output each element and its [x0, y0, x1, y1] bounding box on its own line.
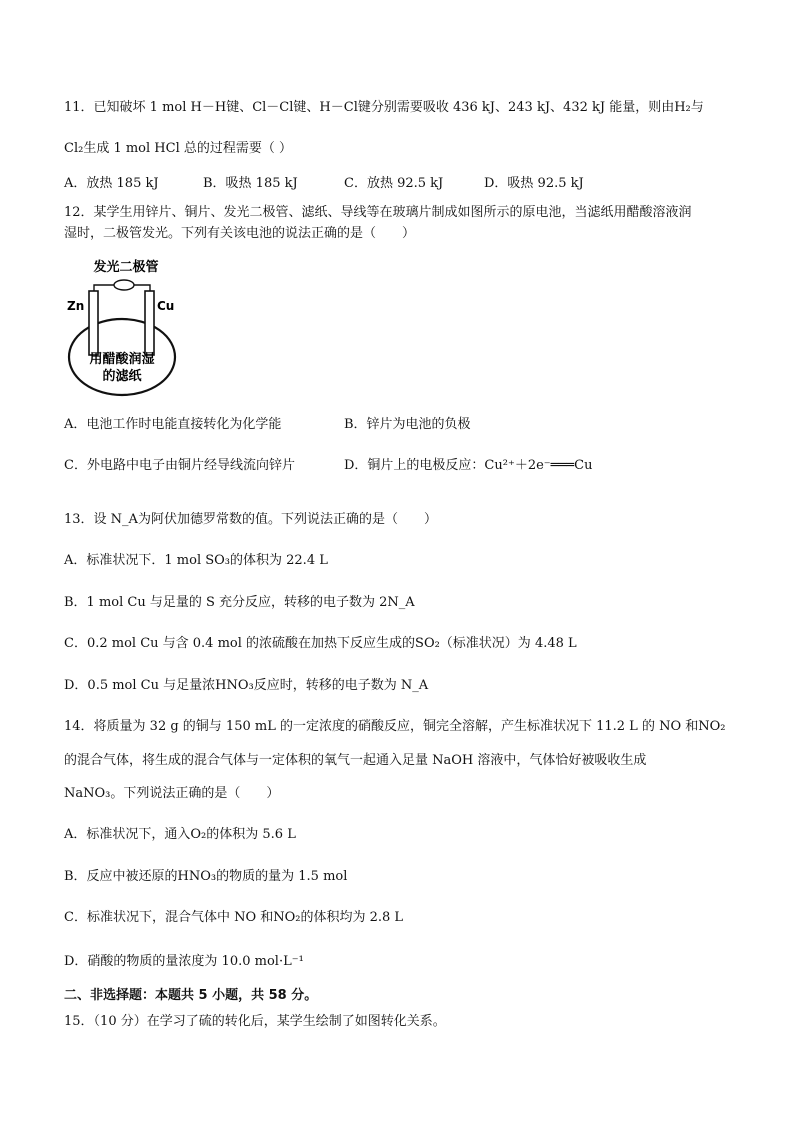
q12-option-b: B．锌片为电池的负极: [344, 417, 471, 432]
q11-stem-line1: 11．已知破坏 1 mol H－H键、Cl－Cl键、H－Cl键分别需要吸收 436 kJ、243 kJ、432 kJ 能量，则由H₂与: [64, 100, 704, 115]
q14-option-d: D．硝酸的物质的量浓度为 10.0 mol·L⁻¹: [64, 954, 304, 969]
q13-option-c: C．0.2 mol Cu 与含 0.4 mol 的浓硫酸在加热下反应生成的SO₂（标准状况）为 4.48 L: [64, 636, 577, 651]
q11-stem-line2: Cl₂生成 1 mol HCl 总的过程需要（ ）: [64, 141, 293, 156]
q14-option-b: B．反应中被还原的HNO₃的物质的量为 1.5 mol: [64, 869, 348, 884]
q11-option-a: A．放热 185 kJ: [64, 176, 159, 191]
q14-stem-line3: NaNO₃。下列说法正确的是（ ）: [64, 786, 280, 801]
section2-heading: 二、非选择题：本题共 5 小题，共 58 分。: [64, 988, 318, 1003]
q13-option-d: D．0.5 mol Cu 与足量浓HNO₃反应时，转移的电子数为 N_A: [64, 678, 429, 693]
q15-stem: 15．（10 分）在学习了硫的转化后，某学生绘制了如图转化关系。: [64, 1014, 446, 1029]
q12-stem-line1: 12．某学生用锌片、铜片、发光二极管、滤纸、导线等在玻璃片制成如图所示的原电池，当滤纸用醋酸溶液润: [64, 205, 692, 220]
q13-option-b: B．1 mol Cu 与足量的 S 充分反应，转移的电子数为 2N_A: [64, 595, 415, 610]
q13-option-a: A．标准状况下．1 mol SO₃的体积为 22.4 L: [64, 553, 328, 568]
cu-label: Cu: [157, 299, 175, 313]
q13-stem: 13．设 N_A为阿伏加德罗常数的值。下列说法正确的是（ ）: [64, 512, 437, 527]
led-label: 发光二极管: [93, 260, 159, 275]
q12-option-a: A．电池工作时电能直接转化为化学能: [64, 417, 282, 432]
cu-electrode: [145, 291, 154, 355]
q14-option-c: C．标准状况下，混合气体中 NO 和NO₂的体积均为 2.8 L: [64, 910, 404, 925]
q11-option-d: D．吸热 92.5 kJ: [484, 176, 584, 191]
q14-stem-line2: 的混合气体，将生成的混合气体与一定体积的氧气一起通入足量 NaOH 溶液中，气体恰好被吸收生成: [64, 753, 647, 768]
zn-label: Zn: [67, 299, 85, 313]
q14-option-a: A．标准状况下，通入O₂的体积为 5.6 L: [64, 827, 296, 842]
q12-option-d: D．铜片上的电极反应：Cu²⁺＋2e⁻═══Cu: [344, 458, 593, 473]
paper-label-line2: 的滤纸: [102, 369, 142, 384]
q14-stem-line1: 14．将质量为 32 g 的铜与 150 mL 的一定浓度的硝酸反应，铜完全溶解，产生标准状况下 11.2 L 的 NO 和NO₂: [64, 719, 726, 734]
q12-stem-line2: 湿时，二极管发光。下列有关该电池的说法正确的是（ ）: [64, 226, 416, 241]
paper-label-line1: 用醋酸润湿: [89, 352, 155, 367]
q11-option-c: C．放热 92.5 kJ: [344, 176, 444, 191]
battery-figure: [62, 256, 192, 406]
zn-electrode: [89, 291, 98, 355]
led-icon: [114, 280, 134, 290]
q11-option-b: B．吸热 185 kJ: [203, 176, 298, 191]
q12-option-c: C．外电路中电子由铜片经导线流向锌片: [64, 458, 295, 473]
